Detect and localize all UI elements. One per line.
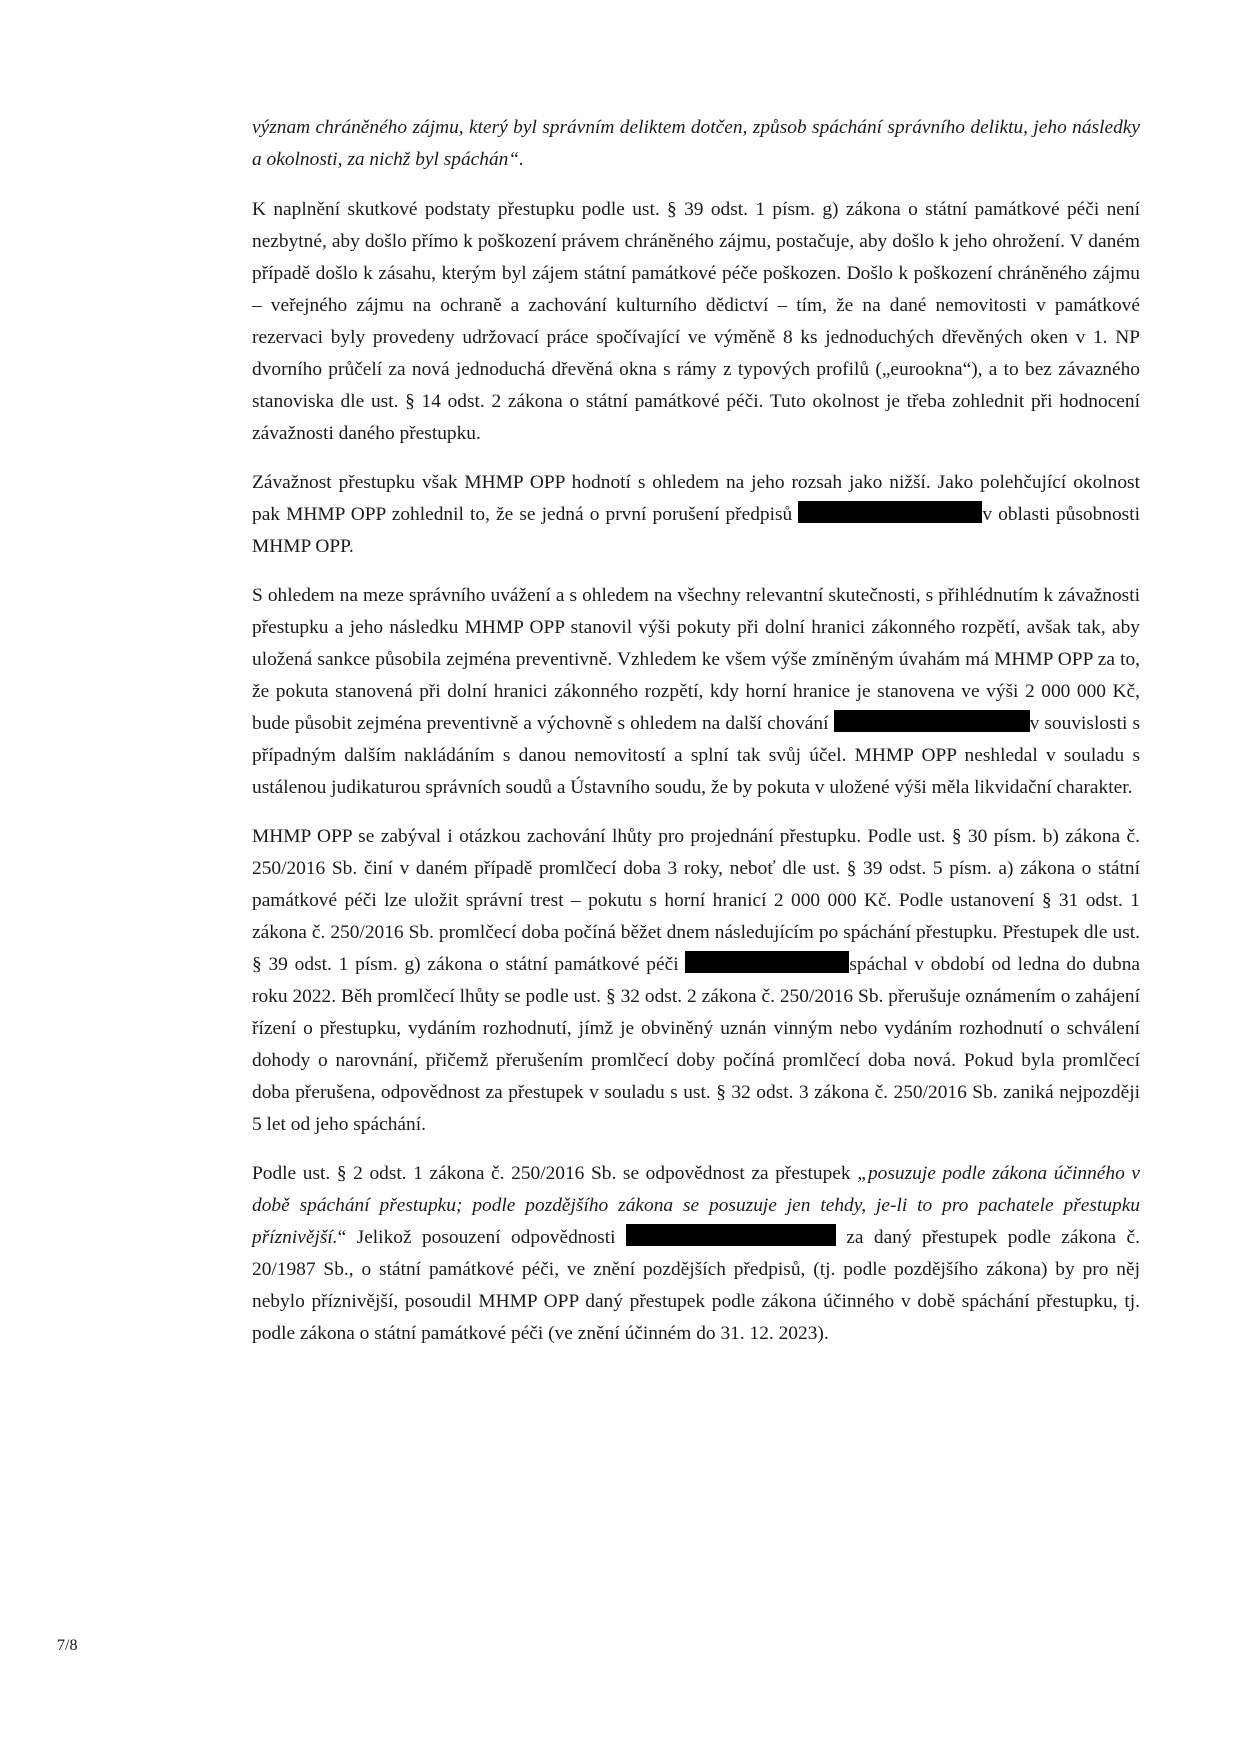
document-body: [252, 112, 1140, 1367]
redaction-block: [626, 1224, 836, 1246]
paragraph-text: Podle ust. § 2 odst. 1 zákona č. 250/2016 Sb. se odpovědnost za přestupek: [252, 1163, 858, 1184]
paragraph-text: K naplnění skutkové podstaty přestupku podle ust. § 39 odst. 1 písm. g) zákona o státní památkové péči není nezbytné, aby došlo přímo k poškození právem chráněného zájmu, postačuje, aby došlo k jeho ohrožení. V daném případě došlo k zásahu, kterým byl zájem státní památkové péče poškozen. Došlo k poškození chráněného zájmu – veřejného zájmu na ochraně a zachování kulturního dědictví – tím, že na dané nemovitosti v památkové rezervaci byly provedeny udržovací práce spočívající ve výměně 8 ks jednoduchých dřevěných oken v 1. NP dvorního průčelí za nová jednoduchá dřevěná okna s rámy z typových profilů („eurookna“), a to bez závazného stanoviska dle ust. § 14 odst. 2 zákona o státní památkové péči. Tuto okolnost je třeba zohlednit při hodnocení závažnosti daného přestupku.: [252, 199, 1140, 444]
italic-quote: „posuzuje podle zákona účinného v době spáchání přestupku; podle pozdějšího zákona se posuzuje jen tehdy, je-li to pro pachatele přestupku příznivější.: [252, 1163, 1140, 1248]
paragraph-text: za daný přestupek podle zákona č. 20/1987 Sb., o státní památkové péči, ve znění pozdějších předpisů, (tj. podle pozdějšího zákona) by pro něj nebylo příznivější, posoudil MHMP OPP daný přestupek podle zákona účinného v době spáchání přestupku, tj. podle zákona o státní památkové péči (ve znění účinném do 31. 12. 2023).: [252, 1227, 1140, 1344]
paragraph-text: “ Jelikož posouzení odpovědnosti: [337, 1227, 626, 1248]
paragraph-severity: [252, 467, 1140, 563]
paragraph-text: S ohledem na meze správního uvážení a s ohledem na všechny relevantní skutečnosti, s přihlédnutím k závažnosti přestupku a jeho následku MHMP OPP stanovil výši pokuty při dolní hranici zákonného rozpětí, avšak tak, aby uložená sankce působila zejména preventivně. Vzhledem ke všem výše zmíněným úvahám má MHMP OPP za to, že pokuta stanovená při dolní hranici zákonného rozpětí, kdy horní hranice je stanovena ve výši 2 000 000 Kč, bude působit zejména preventivně a výchovně s ohledem na další chování: [252, 585, 1140, 734]
paragraph-penalty: [252, 580, 1140, 804]
paragraph-quote-end: [252, 112, 1140, 176]
paragraph-offense-elements: [252, 194, 1140, 450]
paragraph-text: MHMP OPP se zabýval i otázkou zachování lhůty pro projednání přestupku. Podle ust. § 30 písm. b) zákona č. 250/2016 Sb. činí v daném případě promlčecí doba 3 roky, neboť dle ust. § 39 odst. 5 písm. a) zákona o státní památkové péči lze uložit správní trest – pokutu s horní hranicí 2 000 000 Kč. Podle ustanovení § 31 odst. 1 zákona č. 250/2016 Sb. promlčecí doba počíná běžet dnem následujícím po spáchání přestupku. Přestupek dle ust. § 39 odst. 1 písm. g) zákona o státní památkové péči: [252, 826, 1140, 975]
paragraph-text: v oblasti působnosti MHMP OPP.: [252, 504, 1141, 557]
paragraph-applicable-law: [252, 1158, 1140, 1350]
paragraph-text: spáchal v období od ledna do dubna roku 2022. Běh promlčecí lhůty se podle ust. § 32 odst. 2 zákona č. 250/2016 Sb. přerušuje oznámením o zahájení řízení o přestupku, vydáním rozhodnutí, jímž je obviněný uznán vinným nebo vydáním rozhodnutí o schválení dohody o narovnání, přičemž přerušením promlčecí doby počíná promlčecí doba nová. Pokud byla promlčecí doba přerušena, odpovědnost za přestupek v souladu s ust. § 32 odst. 3 zákona č. 250/2016 Sb. zaniká nejpozději 5 let od jeho spáchání.: [252, 954, 1140, 1135]
paragraph-text: Závažnost přestupku však MHMP OPP hodnotí s ohledem na jeho rozsah jako nižší. Jako polehčující okolnost pak MHMP OPP zohlednil to, že se jedná o první porušení předpisů: [252, 472, 1140, 525]
redaction-block: [685, 951, 849, 973]
page-number: 7/8: [57, 1637, 78, 1654]
paragraph-text: v souvislosti s případným dalším nakládáním s danou nemovitostí a splní tak svůj účel. MHMP OPP neshledal v souladu s ustálenou judikaturou správních soudů a Ústavního soudu, že by pokuta v uložené výši měla likvidační charakter.: [252, 713, 1140, 798]
paragraph-limitation-period: [252, 821, 1140, 1141]
italic-quote: význam chráněného zájmu, který byl správním deliktem dotčen, způsob spáchání správního deliktu, jeho následky a okolnosti, za nichž byl spáchán“.: [252, 117, 1140, 170]
redaction-block: [834, 710, 1030, 732]
redaction-block: [798, 501, 982, 523]
